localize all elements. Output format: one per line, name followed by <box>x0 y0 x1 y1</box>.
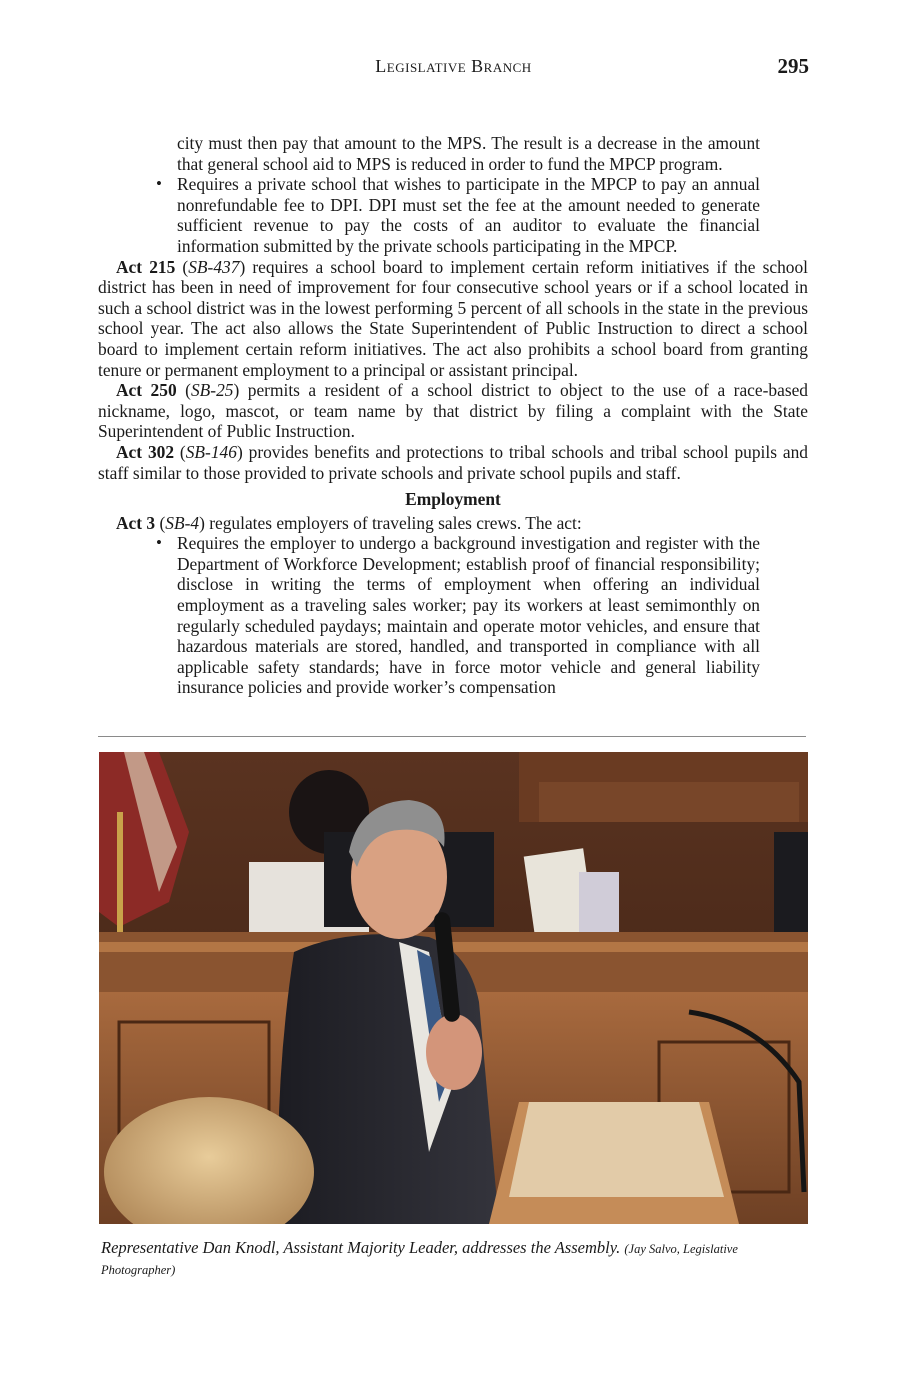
act-number: Act 302 <box>116 441 175 462</box>
photo-caption <box>101 1238 811 1280</box>
list-item <box>98 533 808 698</box>
bill-number: SB-146 <box>185 441 237 462</box>
bullet-text: Requires the employer to undergo a background investigation and register with the Department of Workforce Development; establish proof of financial responsibility; disclose in writing the terms of employment when offering an individual employment as a traveling sales worker; pay its workers at least semimonthly on regularly scheduled paydays; maintain and operate motor vehicles, and ensure that hazardous materials are stored, handled, and transported in compliance with all applicable safety standards; have in force motor vehicle and general liability insurance policies and provide worker’s compensation <box>177 533 760 698</box>
bill-number: SB-25 <box>190 380 234 401</box>
act-number: Act 250 <box>116 380 177 401</box>
bullet-icon: • <box>156 533 162 553</box>
bill-number: SB-437 <box>188 256 240 277</box>
photo <box>99 752 808 1224</box>
act-paragraph-302: Act 302 (SB-146) provides benefits and protections to tribal schools and tribal school pupils and staff similar to those provided to private schools and private school pupils and staff. <box>98 441 808 483</box>
bullet-icon: • <box>156 174 162 194</box>
act-paragraph-215: Act 215 (SB-437) requires a school board to implement certain reform initiatives if the school district has been in need of improvement for four consecutive school years or if a school located in such a school district was in the lowest performing 5 percent of all schools in the state in the previous school year. The act also allows the State Superintendent of Public Instruction to direct a school board to implement certain reform initiatives. The act also prohibits a school board from granting tenure or permanent employment to a principal or assistant principal. <box>98 256 808 380</box>
caption-text: Representative Dan Knodl, Assistant Majority Leader, addresses the Assembly. <box>101 1238 621 1257</box>
page-number: 295 <box>777 54 809 78</box>
body-text <box>98 133 808 698</box>
act-paragraph-250: Act 250 (SB-25) permits a resident of a school district to object to the use of a race-based nickname, logo, mascot, or team name by that district by filing a complaint with the State Superintendent of Public Instruction. <box>98 380 809 442</box>
act-description: requires a school board to implement certain reform initiatives if the school district has been in need of improvement for four consecutive school years or if a school located in such a school district was in the lowest performing 5 percent of all schools in the state in the previous school year. The act also allows the State Superintendent of Public Instruction to direct a school board to implement certain reform initiatives. The act also prohibits a school board from granting tenure or permanent employment to a principal or assistant principal. <box>98 256 808 380</box>
act-paragraph-3: Act 3 (SB-4) regulates employers of traveling sales crews. The act: <box>116 512 582 533</box>
continued-paragraph: city must then pay that amount to the MPS. The result is a decrease in the amount that general school aid to MPS is reduced in order to fund the MPCP program. <box>177 133 760 174</box>
running-header-title: Legislative Branch <box>375 56 532 76</box>
section-heading: Employment <box>405 489 501 510</box>
act-description: provides benefits and protections to tribal schools and tribal school pupils and staff similar to those provided to private schools and private school pupils and staff. <box>98 441 808 483</box>
act-number: Act 3 <box>116 512 156 533</box>
list-item <box>98 174 808 256</box>
act-description: regulates employers of traveling sales crews. The act: <box>204 512 582 533</box>
act-number: Act 215 <box>116 256 176 277</box>
bullet-text: Requires a private school that wishes to participate in the MPCP to pay an annual nonrefundable fee to DPI. DPI must set the fee at the amount needed to generate sufficient revenue to pay the costs of an auditor to evaluate the financial information submitted by the private schools participating in the MPCP. <box>177 174 760 256</box>
running-header <box>0 54 907 82</box>
act-description: permits a resident of a school district to object to the use of a race-based nickname, logo, mascot, or team name by that district by filing a complaint with the State Superintendent of Public Instruction. <box>98 380 809 442</box>
divider-rule <box>98 736 806 737</box>
photo-credit: (Jay Salvo, Legislative Photographer) <box>101 1242 738 1277</box>
bill-number: SB-4 <box>165 512 200 533</box>
